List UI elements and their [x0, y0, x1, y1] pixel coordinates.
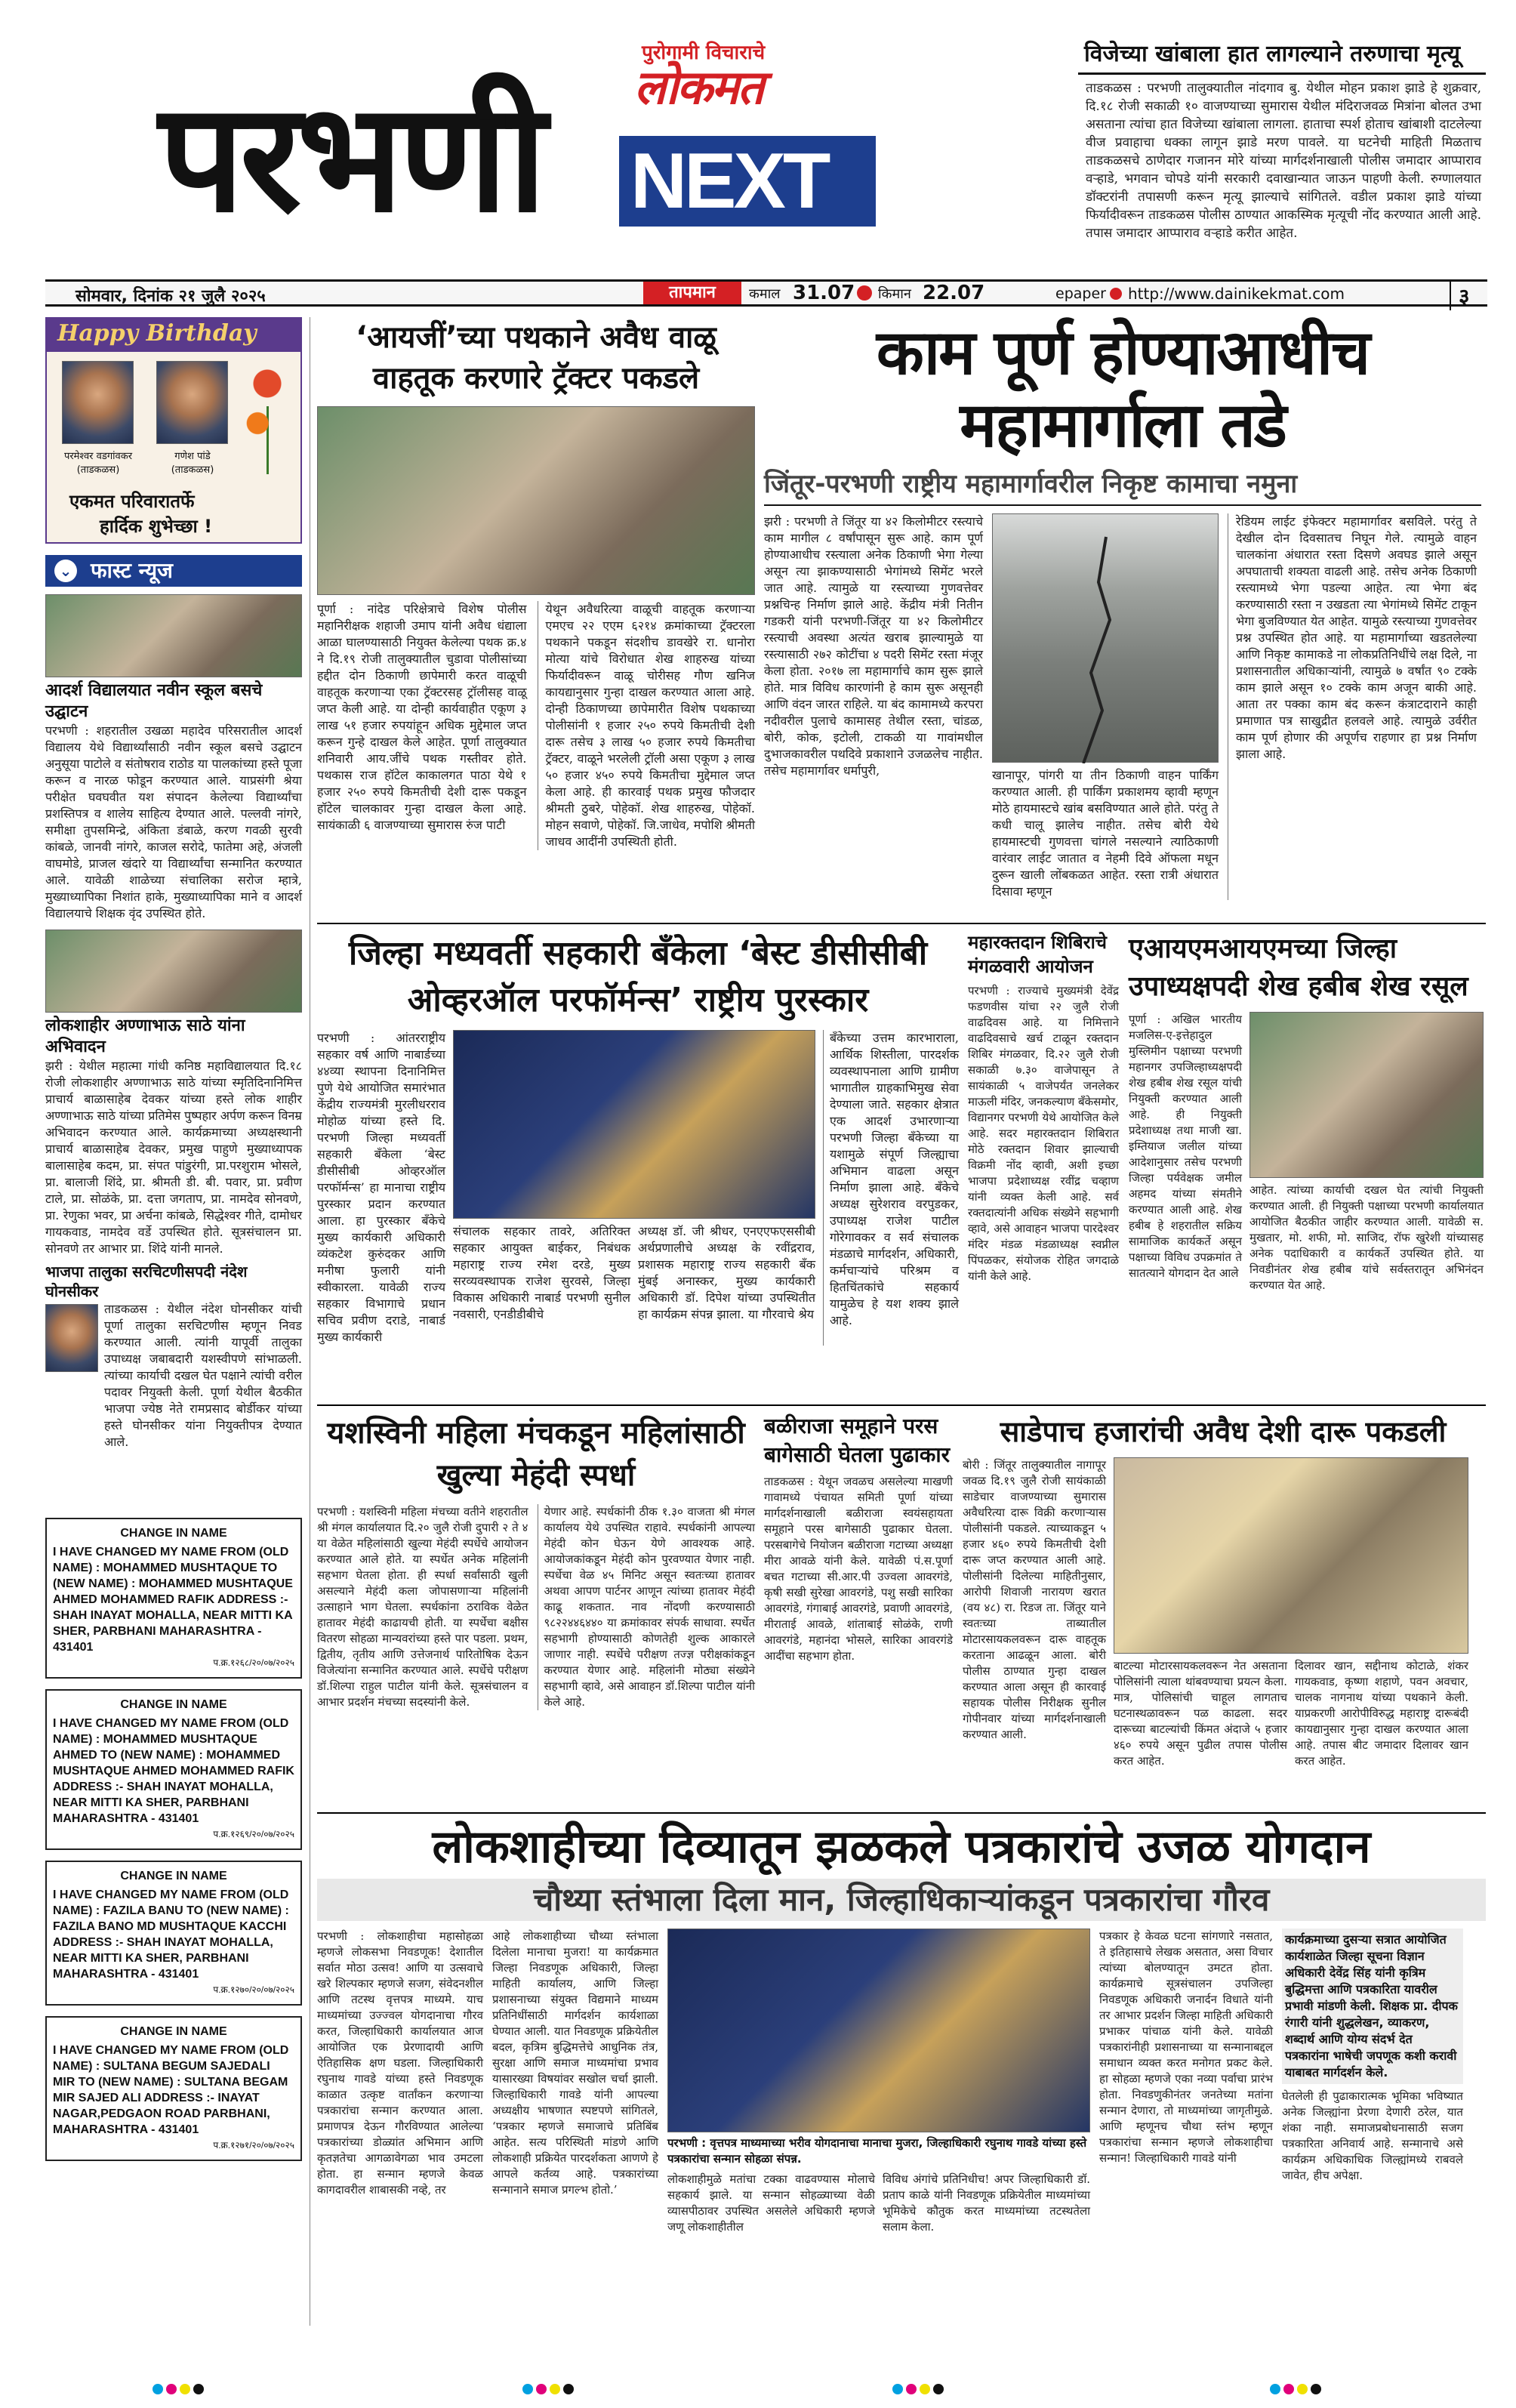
page-number: ३: [1450, 282, 1470, 310]
story-journalists-photo: [667, 1929, 1090, 2132]
story-highway-headline: काम पूर्ण होण्याआधीच महामार्गाला तडे: [876, 317, 1370, 461]
birthday-wish-2: हार्दिक शुभेच्छा !: [100, 516, 213, 537]
story-liquor-body2: दिलावर खान, सद्दीनाथ कोटाळे, शंकर गायकवाड, कृष्णा शहाणे, पवन अवचार, चालक नागनाथ यांच्या पथकाने केली. याप्रकरणी आरोपीविरुद्ध महाराष्ट्र दारूबंदी कायद्यानुसार गुन्हा दाखल करण्यात आला आहे. तपास बीट जमादार दिलावर खान करत आहेत.: [1295, 1659, 1468, 1768]
birthday-name-1: परमेश्वर वडगांवकर: [63, 451, 133, 462]
classified-ad-1: [45, 1518, 302, 1679]
story-journalists-col2: आहे लोकशाहीच्या चौथ्या स्तंभाला दिलेला मानाचा मुजरा! या कार्यक्रमात जिल्हा निवडणूक अधिकारी, जिल्हा माहिती कार्यालय, आणि जिल्हा प्रशासनाच्या संयुक्त विद्यमाने माध्यम प्रतिनिधींसाठी मार्गदर्शन कार्यशाळा घेण्यात आली. यात निवडणूक प्रक्रियेतील बदल, कृत्रिम बुद्धिमत्तेचे आधुनिक तंत्र, सुरक्षा आणि समाज माध्यमांचा प्रभाव यासारख्या विषयांवर सखोल चर्चा झाली. जिल्हाधिकारी गावडे यांनी आपल्या अध्यक्षीय भाषणात स्पष्टपणे सांगितले, ‘पत्रकार म्हणजे समाजाचे प्रतिबिंब आहेत. सत्य परिस्थिती मांडणे आणि लोकशाही प्रक्रियेत पारदर्शकता आणणे हे आपले कर्तव्य आहे. पत्रकारांच्या सन्मानाने समाज प्रगल्भ होतो.’: [492, 1929, 658, 2197]
story-mehndi-headline: यशस्विनी महिला मंचकडून महिलांसाठी खुल्या मेहंदी स्पर्धा: [327, 1416, 745, 1493]
story-liquor: [963, 1412, 1484, 1812]
story-liquor-headline: साडेपाच हजारांची अवैध देशी दारू पकडली: [1000, 1415, 1447, 1448]
classified-title: CHANGE IN NAME: [120, 1527, 227, 1540]
story-journalists-subhead: चौथ्या स्तंभाला दिला मान, जिल्हाधिकाऱ्यांकडून पत्रकारांचा गौरव: [317, 1879, 1486, 1921]
story-sand-col2: येथून अवैधरित्या वाळूची वाहतूक करणाऱ्या एमएच २२ एएम ६२१४ क्रमांकाच्या ट्रॅक्टरला पथकाने पकडून संदशीच डावखेरे रा. धानोरा मोत्या यांचे विरोधात शेख शाहरुख यांच्या फिर्यादीवरून वाळू चोरीसह गौण खनिज कायद्यानुसार गुन्हा दाखल करण्यात आला आहे. दोन्ही ठिकाणच्या छापेमारीत विशेष पथकाच्या पोलीसांनी १ हजार २५० रुपये किमतीची देशी दारू तसेच ३ लाख ५० हजार रुपये किमतीचा ट्रॅक्टर, वाळूने भरलेली ट्रॉली असा एकूण ३ लाख ५० हजार ४५० रुपये किमतीचा मुद्देमाल जप्त केला आहे. ही कारवाई पथक प्रमुख फौजदार श्रीमती ठुबरे, पोहेकॉ. शेख शाहरुख, पोहेकॉ. मोहन सवाणे, पोहेकॉ. जि.जाधेव, मपोशि श्रीमती जाधव आदींनी उपस्थिती होती.: [538, 601, 756, 850]
flower-icon: [243, 361, 291, 474]
story-bagesi-headline: बळीराजा समूहाने परस बागेसाठी घेतला पुढाकार: [764, 1414, 951, 1467]
top-right-story: [1078, 36, 1486, 270]
story-sand-col1: पूर्णा : नांदेड परिक्षेत्राचे विशेष पोलीस महानिरीक्षक शहाजी उमाप यांनी अवैध धंद्याला आळा घालण्यासाठी नियुक्त केलेल्या पथक क्र.४ ने दि.१९ रोजी तालुक्यातील चुडावा पोलीसांच्या हद्दीत दोन ठिकाणी छापेमारी करत वाळूची वाहतूक करणाऱ्या एका ट्रॅक्टरसह ट्रॉलीसह वाळू जप्त केली आहे. या दोन्ही कार्यवाहीत एकूण ३ लाख ५१ हजार रुपयांहून अधिक मुद्देमाल जप्त करून गुन्हे दाखल केले आहेत. पूर्णा तालुक्यात शनिवारी आय.जींचे पथक गस्तीवर होते. पथकास राज हॉटेल काकालगत पाठा येथे १ हजार २५० रुपये किमतीची देशी दारू पकडून हॉटेल चालकावर गुन्हा दाखल केला आहे. सायंकाळी ६ वाजण्याच्या सुमारास रुंज पाटी: [317, 602, 527, 832]
classified-body: I HAVE CHANGED MY NAME FROM (OLD NAME) : FAZILA BANU TO (NEW NAME) : FAZILA BANO MD MUSHTAQUE KACCHI ADDRESS :- SHAH INAYAT MOHALLA, NEAR MITTI KA SHER, PARBHANI MAHARASHTRA - 431401: [53, 1888, 289, 1981]
story-bank-col2: संचालक सहकार तावरे, अतिरिक्त सहकार आयुक्त बाईकर, निबंधक महाराष्ट्र राज्य रमेश दरडे, मुख्य सरव्यवस्थापक राजेश सुरवसे, जिल्हा विकास अधिकारी नाबार्ड परभणी सुनील नवसारी, एनडीडीबीचे: [453, 1224, 630, 1321]
classified-title: CHANGE IN NAME: [120, 1698, 227, 1711]
classified-ref: प.क्र.१२७०/२०/०७/२०२५: [213, 1984, 294, 1995]
classified-ad-3: [45, 1861, 302, 2006]
classified-ad-2: [45, 1689, 302, 1850]
masthead-tagline: पुरोगामी विचाराचे: [642, 42, 766, 64]
story-bank-col3: अध्यक्ष डॉ. जी श्रीधर, एनएएफएससीबी अर्थप्रणालीचे अध्यक्ष के रवींद्रराव, प्रशासक महाराष्ट्र राज्य सहकारी बँक मुंबई अनास्कर, मुख्य कार्यकारी अधिकारी डॉ. दिपेश यांच्या उपस्थितीत हा कार्यक्रम संपन्न झाला. या गौरवाचे श्रेय: [638, 1224, 815, 1321]
chevron-down-icon: ⌄: [54, 560, 77, 582]
classified-body: I HAVE CHANGED MY NAME FROM (OLD NAME) : MOHAMMED MUSHTAQUE TO (NEW NAME) : MOHAMMED MUSHTAQUE AHMED MOHAMMED RAFIK ADDRESS :- SHAH INAYAT MOHALLA, NEAR MITTI KA SHER, PARBHANI MAHARASHTRA - 431401: [53, 1546, 293, 1654]
birthday-place-2: (ताडकळस): [171, 464, 214, 476]
birthday-wish-1: एकमत परिवारातर्फे: [69, 491, 195, 512]
story-bagesi: [764, 1412, 953, 1812]
masthead-city: परभणी: [159, 70, 543, 246]
fast-news-header: [45, 555, 302, 587]
birthday-title: Happy Birthday: [47, 319, 300, 352]
story-bank-col4: बँकेच्या उत्तम कारभाराला, आर्थिक शिस्तीला, पारदर्शक व्यवस्थापनाला आणि ग्रामीण भागातील ग्राहकाभिमुख सेवा देण्याला जाते. सहकार क्षेत्रात एक आदर्श उभारणाऱ्या परभणी जिल्हा बँकेच्या या यशामुळे संपूर्ण जिल्ह्याचा अभिमान वाढला असून निर्माण झाला आहे. बँकेचे अध्यक्ष सुरेशराव वरपुडकर, उपाध्यक्ष राजेश पाटील गोरेगावकर व सर्व संचालक मंडळाचे मार्गदर्शन, अधिकारी, कर्मचाऱ्यांचे परिश्रम व हितचिंतकांचे सहकार्य यामुळेच हे यश शक्य झाले आहे.: [823, 1030, 959, 1346]
story-mehndi-col2: येणार आहे. स्पर्धकांनी ठीक १.३० वाजता श्री मंगल कार्यालय येथे उपस्थित राहावे. स्पर्धकांनी आपल्या मेहंदी कोन घेऊन येणे आवश्यक आहे. आयोजकांकडून मेहंदी कोन पुरवण्यात येणार नाही. स्पर्धेचा वेळ ४५ मिनिट असून स्वतःच्या हातावर अथवा आपण पार्टनर आणून त्यांच्या हातावर मेहंदी काढू शकतात. नाव नोंदणी करण्यासाठी ९८२२४४६४४० या क्रमांकावर संपर्क साधावा. स्पर्धेत सहभागी होण्यासाठी कोणतेही शुल्क आकारले जाणार नाही. स्पर्धेचे परीक्षण तज्ज्ञ परीक्षकांकडून करण्यात येणार आहे. महिलांनी मोठ्या संख्येने सहभागी व्हावे, असे आवाहन डॉ.शिल्पा पाटील यांनी केले आहे.: [538, 1504, 756, 1710]
fast-news-body-3: ताडकळस : येथील नंदेश घोनसीकर यांची पूर्णा तालुका सरचिटणीस म्हणून निवड करण्यात आली. त्यांनी यापूर्वी तालुका उपाध्यक्ष जबाबदारी यशस्वीपणे सांभाळली. त्यांच्या कार्याची दखल घेत पक्षाने त्यांची वरील पदावर नियुक्ती केली. पूर्णा येथील बैठकीत भाजपा ज्येष्ठ नेते रामप्रसाद बोर्डीकर यांच्या हस्ते घोनसीकर यांना नियुक्तीपत्र देण्यात आले.: [104, 1302, 302, 1449]
cmyk-marks-3: [891, 2383, 945, 2397]
story-liquor-body3: बाटल्या मोटारसायकलवरून नेत असताना पोलिसांनी त्याला थांबवण्याचा प्रयत्न केला. मात्र, पोलिसांची चाहूल लागताच घटनास्थळावरून पळ काढला. सदर दारूच्या बाटल्यांची किंमत अंदाजे ५ हजार ४६० रुपये असून पुढील तपास पोलीस करत आहेत.: [1114, 1659, 1287, 1768]
classified-ref: प.क्र.१२६८/२०/०७/२०२५: [213, 1657, 294, 1668]
story-highway-photo: [992, 513, 1219, 763]
story-blood-body: परभणी : राज्याचे मुख्यमंत्री देवेंद्र फडणवीस यांचा २२ जुलै रोजी वाढदिवस आहे. या निमित्ताने वाढदिवसाचे खर्च टाळून रक्तदान शिबिर मंगळवार, दि.२२ जुलै रोजी सकाळी ७.३० वाजेपासून ते सायंकाळी ५ वाजेपर्यंत जनलेकर माऊली मंदिर, जनकल्याण बँकेसमोर, विद्यानगर परभणी येथे आयोजित केले आहे. सदर महारक्तदान शिबिरात मोठे रक्तदान शिवार झाल्याची विक्रमी नोंद व्हावी, अशी इच्छा भाजपा प्रदेशाध्यक्ष रवींद्र चव्हाण यांनी व्यक्त केली आहे. सर्व रक्तदात्यांनी अधिक संख्येने सहभागी व्हावे, असे आवाहन भाजपा पारदेश्वर मंदिर मंडळ मंडळाध्यक्ष स्वप्नील पिंपळकर, संयोजक रोहित जगदाळे यांनी केले आहे.: [968, 984, 1119, 1283]
story-journalists-headline: लोकशाहीच्या दिव्यातून झळकले पत्रकारांचे उजळ योगदान: [432, 1821, 1371, 1873]
masthead-brand-logo: लोकमत: [634, 60, 763, 115]
top-right-headline: विजेच्या खांबाला हात लागल्याने तरुणाचा मृत्यू: [1078, 36, 1486, 75]
story-sand-headline: ‘आयजीं’च्या पथकाने अवैध वाळू वाहतूक करणारे ट्रॅक्टर पकडले: [356, 320, 716, 396]
story-liquor-body: बोरी : जिंतूर तालुक्यातील नागापूर जवळ दि.१९ जुलै रोजी सायंकाळी साडेचार वाजण्याच्या सुमारास अवैधरित्या दारू विक्री करणाऱ्यास पोलीसांनी पकडले. त्याच्याकडून ५ हजार ४६० रुपये किमतीची देशी दारू जप्त करण्यात आली आहे. पोलीसांनी दिलेल्या माहितीनुसार, आरोपी शिवाजी नारायण खरात (वय ४८) रा. रिडज ता. जिंतूर याने स्वतःच्या ताब्यातील मोटारसायकलवरून दारू वाहतूक करताना आढळून आला. बोरी पोलीस ठाण्यात गुन्हा दाखल करण्यात आला असून ही कारवाई सहायक पोलीस निरीक्षक सुनील गोपीनवार यांच्या मार्गदर्शनाखाली करण्यात आली.: [963, 1458, 1106, 1741]
divider-row-1: [317, 923, 1486, 924]
fast-news-photo-2: [45, 930, 302, 1013]
birthday-box: [45, 317, 302, 544]
road-crack-graphic: [993, 514, 1219, 763]
classified-body: I HAVE CHANGED MY NAME FROM (OLD NAME) : MOHAMMED MUSHTAQUE AHMED TO (NEW NAME) : MOHAMMED MUSHTAQUE AHMED MOHAMMED RAFIK ADDRESS :- SHAH INAYAT MOHALLA, NEAR MITTI KA SHER, PARBHANI MAHARASHTRA - 431401: [53, 1717, 294, 1825]
fast-news-body-2: झरी : येथील महात्मा गांधी कनिष्ठ महाविद्यालयात दि.१८ रोजी लोकशाहीर अण्णाभाऊ साठे यांच्या स्मृतिदिनानिमित्त प्राचार्य बाळासाहेब देवकर यांच्या हस्ते लोक शाहीर अण्णाभाऊ साठे यांच्या प्रतिमेस पुष्पहार अर्पण करून विनम्र अभिवादन करण्यात आले. कार्यक्रमाच्या अध्यक्षस्थानी प्राचार्य बाळासाहेब देवकर, प्रमुख पाहुणे मुख्याध्यापक बालासाहेब कदम, प्रा. संपत पांडुरंगी, प्रा.परशुराम भोसले, प्रा. बालाजी शिंदे, प्रा. श्रीमती डी. बी. पवार, प्रा. प्रवीण टाले, प्रा. सोळंके, प्रा. दत्ता जगताप, प्रा. नामदेव सोनवणे, प्रा. रेणुका भवर, प्रा अर्चना कांबळे, सिद्धेश्वर गीते, दामोधर गायकवाड, नामदेव वर्डे उपस्थित होते. सूत्रसंचालन प्रा. सोनवणे तर आभार प्रा. शिंदे यांनी मानले.: [45, 1059, 302, 1256]
classifieds-column: [45, 1518, 302, 2333]
cmyk-marks-2: [521, 2383, 575, 2397]
divider-row-3: [317, 1812, 1486, 1814]
classified-body: I HAVE CHANGED MY NAME FROM (OLD NAME) : SULTANA BEGUM SAJEDALI MIR TO (NEW NAME) : SULTANA BEGAM MIR SAJED ALI ADDRESS :- INAYAT NAGAR,PEDGAON ROAD PARBHANI, MAHARASHTRA - 431401: [53, 2044, 289, 2136]
fast-news-body-1: परभणी : शहरातील उखळा महादेव परिसरातील आदर्श विद्यालय येथे विद्यार्थ्यांसाठी नवीन स्कूल बसचे उद्घाटन अनुसूया पाटोले व संतोषराव राठोड या पालकांच्या हस्ते पूजा करून व नारळ फोडून करण्यात आले. याप्रसंगी श्रेया परीक्षेत घवघवीत यश संपादन केलेल्या विद्यार्थ्यांचा प्रशस्तिपत्र व शालेय साहित्य देण्यात आले. पल्लवी नांगरे, समीक्षा तुपसमिन्द्रे, अंकिता डंबाळे, करण गवळी सुरवी कांबळे, जानवी नांगरे, काजल सरोदे, फातेमा अहे, अंजली वाघमोडे, प्राजल खंदारे या विद्यार्थ्यांचा सन्मानित करण्यात आले. यावेळी शाळेच्या संचालिका सरोज म्हात्रे, मुख्याध्यापिका निशांत हाके, मुख्याध्यापिका माने व आदर्श विद्यालयाचे शिक्षक वृंद उपस्थित होते.: [45, 723, 302, 920]
story-journalists-col3: लोकशाहीमुळे मतांचा टक्का वाढवण्यास मोलाचे सहकार्य झाले. या सन्मान सोहळ्याच्या वेळी व्यासपीठावर उपस्थित असलेले अधिकारी म्हणजे जणू लोकशाहीतील: [667, 2172, 875, 2234]
story-bank-headline: जिल्हा मध्यवर्ती सहकारी बँकेला ‘बेस्ट डीसीसीबी ओव्हरऑल परफॉर्मन्स’ राष्ट्रीय पुरस्कार: [348, 934, 928, 1019]
weather-thermometer-icon: [857, 285, 872, 301]
story-highway-col2: खानापूर, पांगरी या तीन ठिकाणी वाहन पार्किंग करण्यात आली. ही पार्किंग प्रकाशमय व्हावी म्हणून मोठे हायमास्टचे खांब बसविण्यात आले होते. परंतु ते कधी चालू झालेच नाहीत. तसेच बोरी येथे हायमास्टची गुणवत्ता चांगले नसल्याने त्याठिकाणी वारंवार लाईट जातात व नेहमी दिवे ऑफला मधून दुरून खाली लोंबकळत आहेत. रस्ता रात्री अंधारात दिसावा म्हणून: [992, 768, 1219, 899]
story-blood-headline: महारक्तदान शिबिराचे मंगळवारी आयोजन: [968, 932, 1108, 977]
classified-title: CHANGE IN NAME: [120, 1870, 227, 1882]
story-journalists-col6: घेतलेली ही पुढाकारात्मक भूमिका भविष्यात अनेक जिल्ह्यांना प्रेरणा देणारी ठरेल, यात शंका नाही. समाजप्रबोधनासाठी सजग पत्रकारिता अनिवार्य आहे. सन्मानाचे असे कार्यक्रम अधिकाधिक जिल्ह्यांमध्ये राबवले जावेत, हीच अपेक्षा.: [1282, 2089, 1463, 2182]
cmyk-marks-1: [151, 2383, 205, 2397]
classified-ad-4: [45, 2016, 302, 2161]
classified-ref: प.क्र.१२७१/२०/०७/२०२५: [213, 2140, 294, 2151]
story-blood: [968, 930, 1119, 1398]
classified-title: CHANGE IN NAME: [120, 2025, 227, 2038]
divider-row-2: [317, 1404, 1486, 1406]
story-journalists-col4: विविध अंगांचे प्रतिनिधीच! अपर जिल्हाधिकारी डॉ. प्रताप काळे यांनी निवडणूक प्रक्रियेतील माध्यमांच्या भूमिकेचे कौतुक करत माध्यमांच्या तटस्थतेला सलाम केला.: [883, 2172, 1090, 2234]
story-journalists: [317, 1818, 1486, 2339]
weather-min-value: 22.07: [923, 282, 985, 304]
story-highway: [764, 317, 1481, 914]
story-journalists-col5: पत्रकार हे केवळ घटना सांगणारे नसतात, ते इतिहासाचे लेखक असतात, असा विचार त्यांच्या बोलण्यातून उमटत होता. कार्यक्रमाचे सूत्रसंचालन उपजिल्हा निवडणूक अधिकारी जनार्दन विधाते यांनी तर आभार प्रदर्शन जिल्हा माहिती अधिकारी प्रभाकर पांचाळ यांनी केले. यावेळी पत्रकारांनीही प्रशासनाच्या या सन्मानाबद्दल समाधान व्यक्त करत मनोगत प्रकट केले. हा सोहळा म्हणजे एका नव्या पर्वाचा प्रारंभ होता. निवडणुकीनंतर जनतेच्या मतांना सन्मान देणारा, तो माध्यमांच्या जागृतीमुळे. आणि म्हणूनच चौथा स्तंभ म्हणून पत्रकारांचा सन्मान म्हणजे लोकशाहीचा सन्मान! जिल्हाधिकारी गावडे यांनी: [1099, 1929, 1273, 2165]
masthead-edition: NEXT: [630, 137, 828, 225]
fast-news-head-1: आदर्श विद्यालयात नवीन स्कूल बसचे उद्घाटन: [45, 681, 263, 721]
story-mehndi-col1: परभणी : यशस्विनी महिला मंचच्या वतीने शहरातील श्री मंगल कार्यालयात दि.२० जुलै रोजी दुपारी २ ते ४ या वेळेत महिलांसाठी खुल्या मेहंदी स्पर्धेचे आयोजन करण्यात आले होते. या स्पर्धेत अनेक महिलांनी सहभाग घेतला होता. ही स्पर्धा सर्वांसाठी खुली असल्याने मेहंदी कला जोपासणाऱ्या महिलांनी उत्साहाने भाग घेतला. स्पर्धकांना ठराविक वेळेत हातावर मेहंदी काढायची होती. या स्पर्धेचा बक्षीस वितरण सोहळा मान्यवरांच्या हस्ते पार पडला. प्रथम, द्वितीय, तृतीय आणि उत्तेजनार्थ पारितोषिक देऊन विजेत्यांना सन्मानित करण्यात आले. स्पर्धेचे परीक्षण डॉ.शिल्पा राहुल पाटील यांनी केले. सूत्रसंचालन व आभार प्रदर्शन मंचच्या सदस्यांनी केले.: [317, 1505, 528, 1709]
birthday-photo-1: [62, 361, 134, 444]
classified-ref: प.क्र.१२६९/२०/०७/२०२५: [213, 1829, 294, 1839]
story-bank-photo: [453, 1030, 815, 1219]
story-journalists-col6-bold: कार्यक्रमाच्या दुसऱ्या सत्रात आयोजित कार्यशाळेत जिल्हा सूचना विज्ञान अधिकारी देवेंद्र सिंह यांनी कृत्रिम बुद्धिमत्ता आणि पत्रकारिता यावरील प्रभावी मांडणी केली. शिक्षक प्रा. दीपक रंगारी यांनी शुद्धलेखन, व्याकरण, शब्दार्थ आणि योग्य संदर्भ देत पत्रकारांना भाषेची जपणूक कशी करावी याबाबत मार्गदर्शन केले.: [1282, 1929, 1463, 2084]
masthead: [60, 38, 1065, 249]
website-link[interactable]: http://www.dainikekmat.com: [1128, 285, 1345, 303]
registration-marks: [0, 2379, 1516, 2401]
weather-min-label: किमान: [878, 286, 911, 302]
fast-news-title: फास्ट न्यूज: [91, 558, 173, 583]
birthday-place-1: (ताडकळस): [76, 464, 120, 476]
birthday-name-2: गणेश पांडे: [174, 451, 211, 462]
story-aimim-col2: आहेत. त्यांच्या कार्याची दखल घेत त्यांची नियुक्ती करण्यात आली. ही नियुक्ती पक्षाच्या परभणी कार्यालयात आयोजित बैठकीत जाहीर करण्यात आली. यावेळी स. मुखतार, मो. शफी, मो. साजिद, रॉफ खुरेशी यांच्यासह अनेक पदाधिकारी व कार्यकर्ते उपस्थित होते. या निवडीनंतर शेख हबीब यांचे सर्वस्तरातून अभिनंदन करण्यात येत आहे.: [1249, 1183, 1484, 1292]
story-aimim-headline: एआयएमआयएमच्या जिल्हा उपाध्यक्षपदी शेख हबीब शेख रसूल: [1129, 933, 1468, 1002]
story-bank: [317, 930, 959, 1398]
story-journalists-col1: परभणी : लोकशाहीचा महासोहळा म्हणजे लोकसभा निवडणूक! देशातील सर्वात मोठा उत्सव! आणि या उत्सवाचे खरे शिल्पकार म्हणजे सजग, संवेदनशील आणि तटस्थ वृत्तपत्र माध्यमे. याच माध्यमांच्या उज्ज्वल योगदानाचा गौरव करत, जिल्हाधिकारी कार्यालयात आज आयोजित एक प्रेरणादायी आणि ऐतिहासिक क्षण घडला. जिल्हाधिकारी रघुनाथ गावडे यांच्या हस्ते निवडणूक काळात उत्कृष्ट वार्तांकन करणाऱ्या पत्रकारांचा सन्मान करण्यात आला. प्रमाणपत्र देऊन गौरविण्यात आलेल्या पत्रकारांच्या डोळ्यांत अभिमान आणि कृतज्ञतेचा आगळावेगळा भाव उमटला होता. हा सन्मान म्हणजे केवळ कागदावरील शाबासकी नव्हे, तर: [317, 1929, 483, 2197]
fast-news-head-3: भाजपा तालुका सरचिटणीसपदी नंदेश घोनसीकर: [45, 1263, 248, 1300]
story-highway-subhead: जिंतूर-परभणी राष्ट्रीय महामार्गावरील निकृष्ट कामाचा नमुना: [764, 467, 1481, 506]
story-journalists-caption: परभणी : वृत्तपत्र माध्यमाच्या भरीव योगदानाचा मानाचा मुजरा, जिल्हाधिकारी रघुनाथ गावडे यांच्या हस्ते पत्रकारांचा सन्मान सोहळा संपन्न.: [667, 2136, 1087, 2166]
fast-news-section: [45, 555, 302, 1506]
story-liquor-photo: [1114, 1457, 1468, 1654]
edition-date: सोमवार, दिनांक २१ जुलै २०२५: [75, 287, 266, 306]
story-aimim-col1: पूर्णा : अखिल भारतीय मजलिस-ए-इत्तेहादुल मुस्लिमीन पक्षाच्या परभणी महानगर उपजिल्हाध्यक्षपदी शेख हबीब शेख रसूल यांची नियुक्ती करण्यात आली आहे. ही नियुक्ती प्रदेशाध्यक्ष तथा माजी खा. इम्तियाज जलील यांच्या आदेशानुसार तसेच परभणी जिल्हा पर्यवेक्षक जमील अहमद यांच्या संमतीने करण्यात आली आहे. शेख हबीब हे शहरातील सक्रिय सामाजिक कार्यकर्ते असून पक्षाच्या विविध उपक्रमांत ते सातत्याने योगदान देत आले: [1129, 1013, 1242, 1280]
story-highway-col1: झरी : परभणी ते जिंतूर या ४२ किलोमीटर रस्त्याचे काम मागील ८ वर्षांपासून सुरू आहे. काम पूर्ण होण्याआधीच रस्त्याला अनेक ठिकाणी भेगा गेल्या असून त्या झाकण्यासाठी भेगांमध्ये सिमेंट भरले जात आहे. त्यामुळे या रस्त्याच्या गुणवत्तेवर प्रश्नचिन्ह निर्माण झाले आहे. केंद्रीय मंत्री नितीन गडकरी यांनी परभणी-जिंतूर या ४२ किलोमीटर रस्त्याची अवस्था अत्यंत खराब झाल्यामुळे या रस्त्यासाठी २७२ कोटींचा ४ पदरी सिमेंट रस्ता मंजूर केला होता. २०१७ ला महामार्गाचे काम सुरू झाले होते. मात्र विविध कारणांनी हे काम सुरू असूनही आणि वंदन जारत राहिले. या बंद कामामध्ये करपरा नदीवरील पुलाचे कामासह तेथील रस्ता, चांडळ, बोरी, कोक, इटोली, टाकळी या गावांमधील दुभाजकावरील पथदिवे प्रकाशाने उजळलेच नाहीत. तसेच महामार्गावर धर्मापुरी,: [764, 514, 983, 778]
birthday-photo-2: [156, 361, 228, 444]
weather-max-label: कमाल: [749, 286, 781, 302]
story-bank-col1: परभणी : आंतरराष्ट्रीय सहकार वर्ष आणि नाबार्डच्या ४४व्या स्थापना दिनानिमित्त पुणे येथे आयोजित समारंभात केंद्रीय राज्यमंत्री मुरलीधरराव मोहोळ यांच्या हस्ते दि. परभणी जिल्हा मध्यवर्ती सहकारी बँकेला ‘बेस्ट डीसीसीबी ओव्हरऑल परफॉर्मन्स’ हा मानाचा राष्ट्रीय पुरस्कार प्रदान करण्यात आला. हा पुरस्कार बँकेचे मुख्य कार्यकारी अधिकारी व्यंकटेश कुरुंदकर आणि मनीषा फुलारी यांनी स्वीकारला. यावेळी राज्य सहकार विभागाचे प्रधान सचिव प्रवीण दराडे, नाबार्ड मुख्य कार्यकारी: [317, 1031, 445, 1344]
top-right-body: ताडकळस : परभणी तालुक्यातील नांदगाव बु. येथील मोहन प्रकाश झाडे हे शुक्रवार, दि.१८ रोजी सकाळी १० वाजण्याच्या सुमारास येथील मंदिराजवळ मित्रांना बोलत उभा असताना त्यांचा हात विजेच्या खांबाला लागला. हाताचा स्पर्श होताच खांबाशी दाटलेल्या वीज प्रवाहाचा धक्का लागून झाडे मरण पावले. या घटनेची माहिती मिळताच ताडकळसचे ठाणेदार गजानन मोरे यांच्या मार्गदर्शनाखाली पोलीस जमादार आप्पाराव वऱ्हाडे, भगवान चोपडे यांनी सरकारी दवाखान्यात जाऊन पाहणी केली. रुग्णालयात डॉक्टरांनी तपासणी करून मृत्यू झाल्याचे सांगितले. वडील प्रकाश झाडे यांच्या फिर्यादीवरून ताडकळस पोलीस ठाण्यात आकस्मिक मृत्यूची नोंद करण्यात आली आहे. तपास जमादार आप्पाराव वऱ्हाडे करीत आहेत.: [1086, 81, 1481, 241]
story-highway-col3: रेडियम लाईट इंफेक्टर महामार्गावर बसविले. परंतु ते देखील दोन दिवसातच निघून गेले. त्यामुळे वाहन चालकांना अंधारात रस्ता दिसणे अवघड झाले असून अपघाताची शक्यता वाढली आहे. तसेच अनेक ठिकाणी रस्त्यामध्ये भेगा पडल्या आहेत. त्या भेगा बंद करण्यासाठी रस्ता न उखडता त्या भेगांमध्ये सिमेंट टाकून भेगा बुजविण्यात येत आहेत. यामुळे रस्त्याच्या गुणवत्तेवर प्रश्न उपस्थित होत आहे. या महामार्गाच्या खडतलेल्या आणि निकृष्ट कामाकडे ना लोकप्रतिनिधींचे लक्ष दिले, ना प्रशासनातील अधिकाऱ्यांनी, त्यामुळे ७ वर्षांत ९० टक्के काम झाले असून १० टक्के काम अजून बाकी आहे. आता तर पक्का काम बंद करून कंत्राटदाराने काही प्रमाणात पत्र साखुद्रीत हलवले आहे. त्यामुळे उर्वरीत काम पूर्ण होणार की अपूर्णच राहणार हा प्रश्न निर्माण झाला आहे.: [1228, 513, 1477, 900]
fast-news-head-2: लोकशाहीर अण्णाभाऊ साठे यांना अभिवादन: [45, 1016, 245, 1056]
story-sand-photo: [317, 406, 755, 595]
weather-label: तापमान: [643, 282, 741, 304]
epaper-icon: [1110, 288, 1122, 300]
fast-news-photo-3: [45, 1304, 98, 1372]
story-bagesi-body: ताडकळस : येथून जवळच असलेल्या माखणी गावामध्ये पंचायत समिती पूर्णा यांच्या मार्गदर्शनाखाली बळीराजा स्वयंसहायता समूहाने परस बागेसाठी पुढाकार घेतला. परसबागेचे नियोजन बळीराजा गटाच्या अध्यक्षा मीरा आवळे यांनी केले. यावेळी पं.स.पूर्णा बचत गटाच्या सी.आर.पी उज्वला आवरगंडे, कृषी सखी सुरेखा आवरगंडे, पशु सखी सारिका आवरगंडे, गंगाबाई आवरगंडे, प्रवाणी आवरगंडे, मीराताई आवळे, शांताबाई सोळंके, राणी आवरगंडे, महानंदा भोसले, सारिका आवरगंडे आदींचा सहभाग होता.: [764, 1475, 953, 1663]
epaper-label: epaper: [1055, 285, 1106, 302]
story-aimim: [1129, 930, 1484, 1398]
fast-news-photo-1: [45, 594, 302, 677]
story-aimim-photo: [1249, 1012, 1484, 1178]
story-mehndi: [317, 1412, 755, 1812]
story-sand: [317, 317, 755, 914]
cmyk-marks-4: [1268, 2383, 1323, 2397]
weather-max-value: 31.07: [793, 282, 855, 304]
date-strip: [45, 279, 1487, 307]
